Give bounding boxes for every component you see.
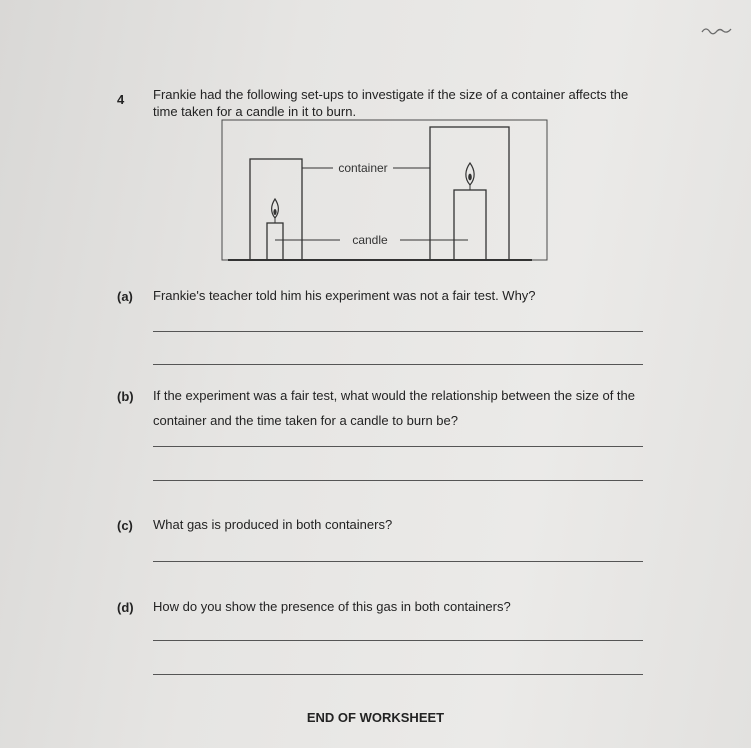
answer-line-a2[interactable] [153, 364, 643, 365]
part-a-text: Frankie's teacher told him his experiment was not a fair test. Why? [153, 288, 536, 303]
answer-line-d2[interactable] [153, 674, 643, 675]
part-c-label: (c) [117, 518, 133, 533]
part-c-text: What gas is produced in both containers? [153, 517, 393, 532]
candle-label: candle [352, 233, 388, 247]
small-flame-icon [272, 199, 279, 218]
question-intro: Frankie had the following set-ups to investigate if the size of a container affects the time taken for a candle in it to burn. [153, 87, 629, 119]
answer-line-a1[interactable] [153, 331, 643, 332]
part-d-label: (d) [117, 600, 134, 615]
part-a-label: (a) [117, 289, 133, 304]
answer-line-c1[interactable] [153, 561, 643, 562]
part-b-label: (b) [117, 389, 134, 404]
question-number: 4 [117, 92, 125, 107]
end-of-worksheet: END OF WORKSHEET [306, 710, 445, 725]
part-b-text: If the experiment was a fair test, what would the relationship between the size of the container and the time taken for a candle to burn be? [153, 388, 635, 428]
container-label: container [338, 161, 388, 175]
small-container [250, 159, 302, 260]
small-candle [267, 223, 283, 260]
answer-line-d1[interactable] [153, 640, 643, 641]
candle-setup-diagram [220, 118, 550, 270]
large-candle [454, 190, 486, 260]
answer-line-b1[interactable] [153, 446, 643, 447]
pen-mark-icon [700, 22, 740, 42]
part-d-text: How do you show the presence of this gas in both containers? [153, 599, 511, 614]
answer-line-b2[interactable] [153, 480, 643, 481]
